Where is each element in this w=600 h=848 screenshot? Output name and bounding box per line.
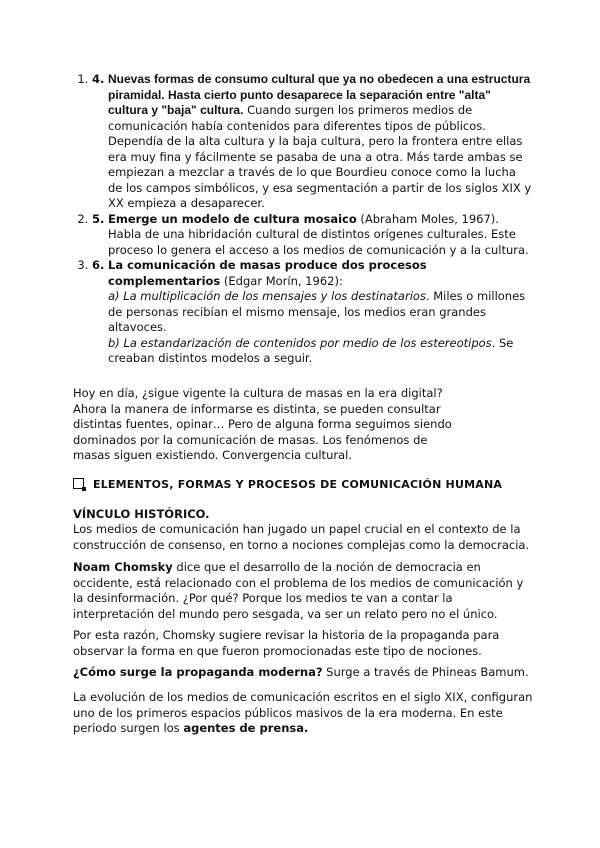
question-rest: Surge a través de Phineas Bamum. [322,665,529,679]
list-number: 3. 6. [92,258,105,272]
list-lead: Emerge un modelo de cultura mosaico [108,211,357,226]
list-body: (Edgar Morín, 1962): [220,273,343,288]
paragraph-evolucion [73,690,533,737]
checkbox-bullet-icon [73,478,84,489]
subheading: VÍNCULO HISTÓRICO. [73,507,210,521]
evolucion-text: La evolución de los medios de comunicación escritos en el siglo XIX, configuran uno de los primeros espacios públicos masivos de la era moderna. En este periodo surgen los [73,690,533,735]
paragraph-vinculo: Los medios de comunicación han jugado un papel crucial en el contexto de la construcción de consenso, en torno a nociones complejas como la democracia. [73,522,530,552]
list-number: 2. 5. [92,211,105,226]
list-lead: La comunicación de masas produce dos procesos complementarios [108,258,427,288]
paragraph-question [73,665,533,681]
numbered-list [92,72,532,367]
list-item [92,72,532,212]
paragraph-chomsky [73,560,533,622]
list-body: Cuando surgen los primeros medios de comunicación había contenidos para diferentes tipos de públicos. Dependía de la alta cultura y la baja cultura, pero la frontera entre ellas era muy fina y fácilmente se pasaba de una a otra. Más tarde ambas se empiezan a mezclar a través de lo que Bourdieu conoce como la lucha de los campos simbólicos, y esa segmentación a partir de los siglos XIX y XX empieza a desaparecer. [108,103,532,210]
sub-item-a-italic: a) La multiplicación de los mensajes y los destinatarios [108,289,426,303]
list-item [92,212,532,259]
evolucion-bold: agentes de prensa. [183,721,309,735]
list-number: 1. 4. [92,72,105,86]
list-item [92,258,532,367]
question-bold: ¿Cómo surge la propaganda moderna? [73,665,323,679]
section-heading-row [73,477,502,493]
sub-item-a-text: . Miles o millones de personas recibían el mismo mensaje, los medios eran grandes altavoces. [108,289,526,334]
paragraph-razon: Por esta razón, Chomsky sugiere revisar la historia de la propaganda para observar la forma en que fueron promocionadas este tipo de nociones. [73,628,500,658]
list-lead: Nuevas formas de consumo cultural que ya no obedecen a una estructura piramidal. Hasta cierto punto desaparece la separación entre "alta" cultura y "baja" cultura. [108,72,531,117]
list-body: (Abraham Moles, 1967). Habla de una hibridación cultural de distintos orígenes culturales. Este proceso lo genera el acceso a los medios de comunicación y a la cultura. [108,211,529,257]
chomsky-text: dice que el desarrollo de la noción de democracia en occidente, está relacionado con el problema de los medios de comunicación y la desinformación. ¿Por qué? Porque los medios te van a contar la interpretación del mundo pero sesgada, va ser un relato pero no el único. [73,560,524,621]
sub-item-b-italic: b) La estandarización de contenidos por medio de los estereotipos [108,335,492,350]
sub-item-b-text: . Se creaban distintos modelos a seguir. [108,335,514,365]
section-heading: ELEMENTOS, FORMAS Y PROCESOS DE COMUNICACIÓN HUMANA [93,478,503,491]
paragraph-digital: Hoy en día, ¿sigue vigente la cultura de masas en la era digital? Ahora la manera de informarse es distinta, se pueden consultar distintas fuentes, opinar… Pero de alguna forma seguimos siendo dominados por la comunicación de masas. Los fenómenos de masas siguen existiendo. Convergencia cultural. [73,386,452,462]
chomsky-name: Noam Chomsky [73,560,173,574]
